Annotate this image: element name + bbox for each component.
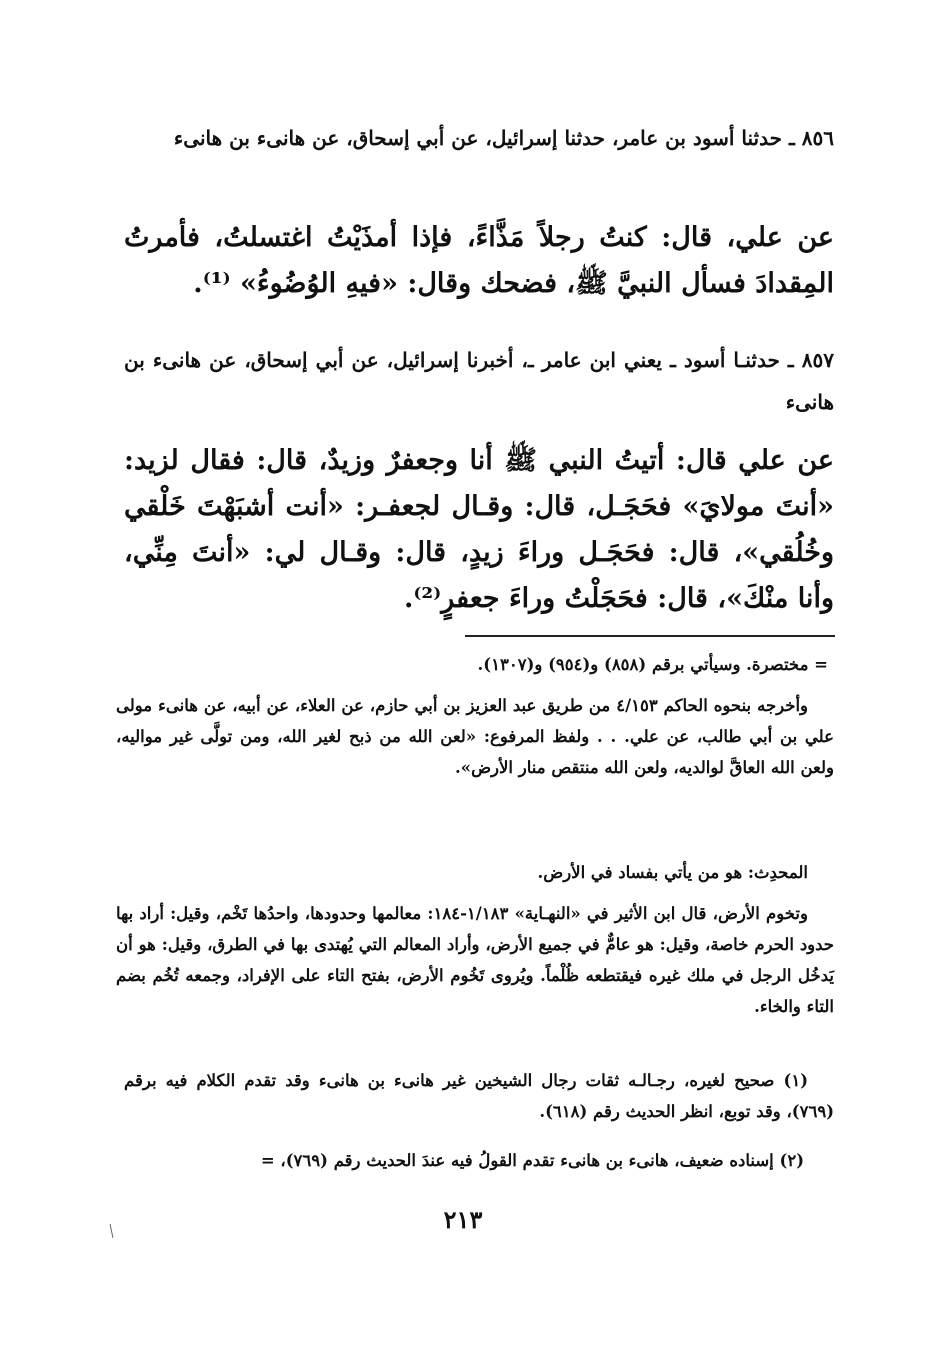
footnote-muhdith: المحدِث: هو من يأتي بفساد في الأرض.: [537, 863, 808, 882]
hadith-857-isnad: ٨٥٧ ـ حدثنـا أسود ـ يعني ابن عامر ـ، أخبرنا إسرائيل، عن أبي إسحاق، عن هانىء بن هانىء: [124, 348, 834, 414]
footnote-hakim: وأخرجه بنحوه الحاكم ٤/١٥٣ من طريق عبد العزيز بن أبي حازم، عن العلاء، عن أبيه، عن هانىء مولى علي بن أبي طالب، عن علي. . . ولفظ المرفوع: «لعن الله من ذبح لغير الله، ومن تولَّى غير مواليه، ولعن الله العاقَّ لوالديه، ولعن الله منتقص منار الأرض».: [116, 696, 834, 777]
footnote-continuation: = مختصرة. وسيأتي برقم (٨٥٨) و(٩٥٤) و(١٣٠٧).: [477, 655, 828, 674]
footnote-separator: [465, 635, 835, 637]
hadith-857-matn: عن علي قال: أتيتُ النبي ﷺ أنا وجعفرٌ وزيدٌ، قال: فقال لزيد: «أنتَ مولايَ» فحَجَـل، قال: وقـال لجعفـر: «أنت أشبَهْتَ خَلْقي وخُلُقي»، قال: فحَجَـل وراءَ زيدٍ، قال: وقـال لي: «أنتَ مِنِّي، وأنا منْكَ»، قال: فحَجَلْتُ وراءَ جعفرٍ⁽²⁾.: [124, 445, 834, 614]
hadith-856-matn: عن علي، قال: كنتُ رجلاً مَذَّاءً، فإذا أمذَيْتُ اغتسلتُ، فأمرتُ المِقدادَ فسأل النبيَّ ﷺ، فضحك وقال: «فيهِ الوُضُوءُ» ⁽¹⁾.: [124, 222, 834, 299]
footnote-1: (١) صحيح لغيره، رجـالـه ثقات رجال الشيخين غير هانىء بن هانىء وقد تقدم الكلام فيه برقم (٧٦٩)، وقد توبع، انظر الحديث رقم (٦١٨).: [124, 1071, 834, 1121]
hadith-856-isnad: ٨٥٦ ـ حدثنا أسود بن عامر، حدثنا إسرائيل، عن أبي إسحاق، عن هانىء بن هانىء: [173, 126, 834, 150]
footnote-2: (٢) إسناده ضعيف، هانىء بن هانىء تقدم القولُ فيه عندَ الحديث رقم (٧٦٩)، =: [260, 1151, 804, 1170]
footnote-takhum: وتخوم الأرض، قال ابن الأثير في «النهـاية» ١/١٨٣-١٨٤: معالمها وحدودها، واحدُها تَخْم، وقيل: أراد بها حدود الحرم خاصة، وقيل: هو عامٌّ في جميع الأرض، وأراد المعالم التي يُهتدى بها في الطرق، وقيل: هو أن يَدخُل الرجل في ملك غيره فيقتطعه ظُلْماً. ويُروى تَخُوم الأرض، بفتح التاء على الإفراد، وجمعه تُخُم بضم التاء والخاء.: [116, 904, 834, 1016]
page-number: ٢١٣: [443, 1205, 483, 1234]
